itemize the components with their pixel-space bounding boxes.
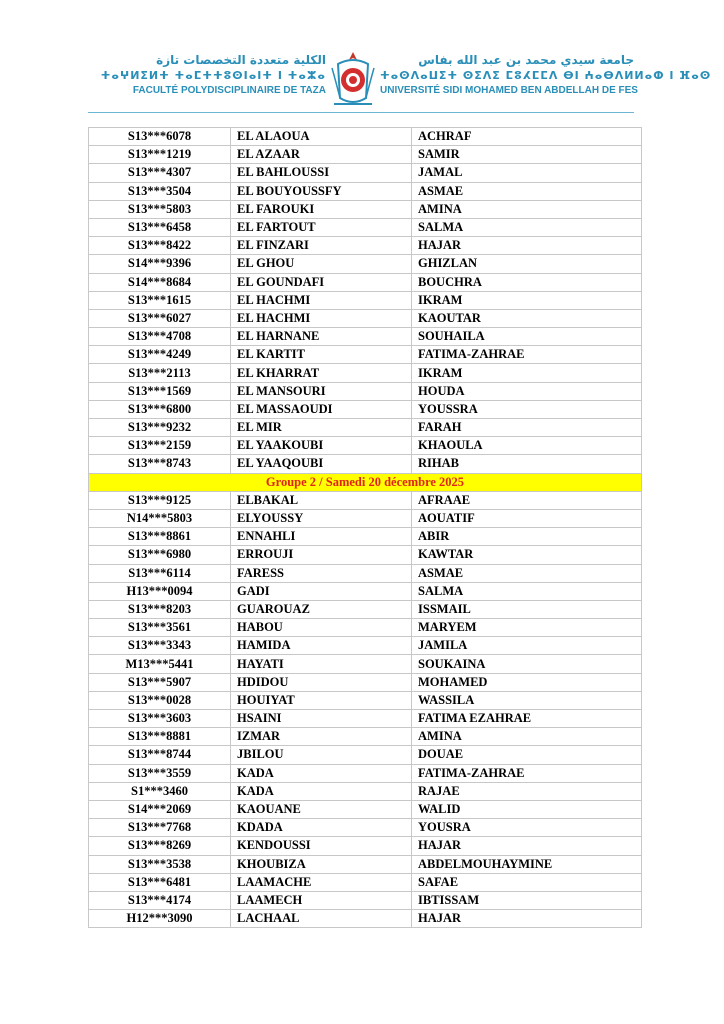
header-divider [88, 112, 634, 113]
first-name-cell: IBTISSAM [412, 891, 642, 909]
last-name-cell: LAAMACHE [231, 873, 412, 891]
student-id-cell: S13***3561 [89, 619, 231, 637]
last-name-cell: GADI [231, 582, 412, 600]
student-id-cell: S13***8743 [89, 455, 231, 473]
table-row [89, 582, 642, 600]
table-row [89, 346, 642, 364]
table-row [89, 637, 642, 655]
table-row [89, 764, 642, 782]
student-id-cell: S13***3538 [89, 855, 231, 873]
first-name-cell: AOUATIF [412, 509, 642, 527]
first-name-cell: SAMIR [412, 146, 642, 164]
university-name-tifinagh: ⵜⴰⵙⴷⴰⵡⵉⵜ ⵙⵉⴷⵉ ⵎⵓⵃⵎⵎⴷ ⴱⵏ ⵄⴰⴱⴷⵍⵍⴰⵀ ⵏ ⴼⴰⵙ [380, 69, 712, 82]
last-name-cell: EL GOUNDAFI [231, 273, 412, 291]
last-name-cell: EL FARTOUT [231, 218, 412, 236]
last-name-cell: ELBAKAL [231, 491, 412, 509]
university-crest-icon [326, 48, 380, 110]
last-name-cell: EL MANSOURI [231, 382, 412, 400]
last-name-cell: HAMIDA [231, 637, 412, 655]
first-name-cell: MOHAMED [412, 673, 642, 691]
last-name-cell: EL KHARRAT [231, 364, 412, 382]
first-name-cell: SOUHAILA [412, 328, 642, 346]
student-id-cell: S13***3504 [89, 182, 231, 200]
first-name-cell: JAMAL [412, 164, 642, 182]
last-name-cell: EL KARTIT [231, 346, 412, 364]
faculty-name-arabic: الكلية متعددة التخصصات تازة [156, 53, 326, 67]
table-row [89, 910, 642, 928]
table-row [89, 873, 642, 891]
table-row [89, 455, 642, 473]
last-name-cell: LACHAAL [231, 910, 412, 928]
student-id-cell: S1***3460 [89, 782, 231, 800]
last-name-cell: KADA [231, 764, 412, 782]
table-row [89, 237, 642, 255]
student-id-cell: S13***6481 [89, 873, 231, 891]
table-row [89, 309, 642, 327]
student-id-cell: S13***8881 [89, 728, 231, 746]
last-name-cell: KADA [231, 782, 412, 800]
student-id-cell: S14***8684 [89, 273, 231, 291]
last-name-cell: LAAMECH [231, 891, 412, 909]
first-name-cell: SALMA [412, 218, 642, 236]
faculty-name-tifinagh: ⵜⴰⵖⵍⵉⵍⵜ ⵜⴰⵎⵜⵜⵓⵙⵏⴰⵏⵜ ⵏ ⵜⴰⵣⴰ [100, 69, 326, 82]
first-name-cell: ASMAE [412, 182, 642, 200]
last-name-cell: JBILOU [231, 746, 412, 764]
last-name-cell: HABOU [231, 619, 412, 637]
last-name-cell: FARESS [231, 564, 412, 582]
table-row [89, 837, 642, 855]
first-name-cell: KAOUTAR [412, 309, 642, 327]
student-id-cell: S13***3603 [89, 710, 231, 728]
student-id-cell: S13***8203 [89, 600, 231, 618]
first-name-cell: YOUSRA [412, 819, 642, 837]
university-name-french: UNIVERSITÉ SIDI MOHAMED BEN ABDELLAH DE FES [380, 85, 638, 96]
first-name-cell: AMINA [412, 200, 642, 218]
first-name-cell: AFRAAE [412, 491, 642, 509]
student-id-cell: S13***6114 [89, 564, 231, 582]
table-row [89, 400, 642, 418]
last-name-cell: HOUIYAT [231, 691, 412, 709]
student-id-cell: S13***6800 [89, 400, 231, 418]
student-id-cell: S13***4249 [89, 346, 231, 364]
faculty-name-french: FACULTÉ POLYDISCIPLINAIRE DE TAZA [132, 85, 326, 96]
faculty-header [88, 52, 326, 98]
first-name-cell: IKRAM [412, 364, 642, 382]
table-row [89, 328, 642, 346]
table-row [89, 128, 642, 146]
last-name-cell: EL YAAQOUBI [231, 455, 412, 473]
table-row [89, 182, 642, 200]
last-name-cell: EL YAAKOUBI [231, 437, 412, 455]
student-id-cell: S13***1615 [89, 291, 231, 309]
table-row [89, 782, 642, 800]
table-row [89, 419, 642, 437]
student-id-cell: S13***0028 [89, 691, 231, 709]
last-name-cell: KHOUBIZA [231, 855, 412, 873]
last-name-cell: EL BOUYOUSSFY [231, 182, 412, 200]
last-name-cell: HAYATI [231, 655, 412, 673]
group-header-row [89, 473, 642, 491]
student-id-cell: S13***4307 [89, 164, 231, 182]
student-id-cell: S14***9396 [89, 255, 231, 273]
student-id-cell: M13***5441 [89, 655, 231, 673]
first-name-cell: FATIMA EZAHRAE [412, 710, 642, 728]
last-name-cell: EL AZAAR [231, 146, 412, 164]
last-name-cell: KAOUANE [231, 800, 412, 818]
table-row [89, 655, 642, 673]
first-name-cell: WALID [412, 800, 642, 818]
table-row [89, 819, 642, 837]
first-name-cell: HAJAR [412, 837, 642, 855]
first-name-cell: DOUAE [412, 746, 642, 764]
student-id-cell: S13***6458 [89, 218, 231, 236]
first-name-cell: JAMILA [412, 637, 642, 655]
first-name-cell: MARYEM [412, 619, 642, 637]
table-row [89, 255, 642, 273]
student-id-cell: S13***5803 [89, 200, 231, 218]
student-id-cell: S13***3343 [89, 637, 231, 655]
first-name-cell: RAJAE [412, 782, 642, 800]
table-row [89, 546, 642, 564]
first-name-cell: AMINA [412, 728, 642, 746]
student-id-cell: S13***4174 [89, 891, 231, 909]
table-row [89, 382, 642, 400]
first-name-cell: ABDELMOUHAYMINE [412, 855, 642, 873]
page-header [88, 48, 712, 110]
first-name-cell: ASMAE [412, 564, 642, 582]
student-id-cell: N14***5803 [89, 509, 231, 527]
last-name-cell: IZMAR [231, 728, 412, 746]
last-name-cell: ELYOUSSY [231, 509, 412, 527]
student-id-cell: S14***2069 [89, 800, 231, 818]
student-id-cell: S13***8269 [89, 837, 231, 855]
student-id-cell: H12***3090 [89, 910, 231, 928]
first-name-cell: IKRAM [412, 291, 642, 309]
student-id-cell: S13***9125 [89, 491, 231, 509]
student-id-cell: S13***4708 [89, 328, 231, 346]
table-row [89, 200, 642, 218]
first-name-cell: ABIR [412, 528, 642, 546]
student-id-cell: S13***8744 [89, 746, 231, 764]
first-name-cell: ACHRAF [412, 128, 642, 146]
student-id-cell: S13***6027 [89, 309, 231, 327]
table-row [89, 619, 642, 637]
student-id-cell: S13***2113 [89, 364, 231, 382]
table-row [89, 673, 642, 691]
last-name-cell: EL MASSAOUDI [231, 400, 412, 418]
table-row [89, 218, 642, 236]
first-name-cell: HOUDA [412, 382, 642, 400]
last-name-cell: ERROUJI [231, 546, 412, 564]
last-name-cell: GUAROUAZ [231, 600, 412, 618]
table-row [89, 509, 642, 527]
table-row [89, 800, 642, 818]
table-row [89, 728, 642, 746]
first-name-cell: SOUKAINA [412, 655, 642, 673]
last-name-cell: EL GHOU [231, 255, 412, 273]
table-row [89, 364, 642, 382]
first-name-cell: WASSILA [412, 691, 642, 709]
university-name-arabic: جامعة سيدي محمد بن عبد الله بفاس [418, 53, 634, 67]
first-name-cell: SALMA [412, 582, 642, 600]
student-id-cell: S13***5907 [89, 673, 231, 691]
student-id-cell: S13***1219 [89, 146, 231, 164]
last-name-cell: EL HARNANE [231, 328, 412, 346]
student-id-cell: H13***0094 [89, 582, 231, 600]
first-name-cell: FATIMA-ZAHRAE [412, 346, 642, 364]
table-row [89, 891, 642, 909]
last-name-cell: EL FAROUKI [231, 200, 412, 218]
first-name-cell: HAJAR [412, 910, 642, 928]
first-name-cell: RIHAB [412, 455, 642, 473]
student-id-cell: S13***3559 [89, 764, 231, 782]
table-row [89, 437, 642, 455]
last-name-cell: EL MIR [231, 419, 412, 437]
last-name-cell: EL ALAOUA [231, 128, 412, 146]
table-row [89, 291, 642, 309]
student-list-table [88, 127, 642, 928]
student-id-cell: S13***1569 [89, 382, 231, 400]
first-name-cell: BOUCHRA [412, 273, 642, 291]
first-name-cell: SAFAE [412, 873, 642, 891]
student-id-cell: S13***8422 [89, 237, 231, 255]
first-name-cell: HAJAR [412, 237, 642, 255]
table-row [89, 146, 642, 164]
student-id-cell: S13***8861 [89, 528, 231, 546]
table-row [89, 691, 642, 709]
first-name-cell: FARAH [412, 419, 642, 437]
first-name-cell: KAWTAR [412, 546, 642, 564]
table-row [89, 273, 642, 291]
table-row [89, 710, 642, 728]
table-row [89, 491, 642, 509]
last-name-cell: KDADA [231, 819, 412, 837]
last-name-cell: EL HACHMI [231, 309, 412, 327]
last-name-cell: ENNAHLI [231, 528, 412, 546]
first-name-cell: GHIZLAN [412, 255, 642, 273]
student-id-cell: S13***6980 [89, 546, 231, 564]
table-row [89, 164, 642, 182]
student-id-cell: S13***9232 [89, 419, 231, 437]
last-name-cell: KENDOUSSI [231, 837, 412, 855]
table-row [89, 564, 642, 582]
student-id-cell: S13***6078 [89, 128, 231, 146]
table-row [89, 528, 642, 546]
last-name-cell: HSAINI [231, 710, 412, 728]
last-name-cell: HDIDOU [231, 673, 412, 691]
first-name-cell: YOUSSRA [412, 400, 642, 418]
first-name-cell: ISSMAIL [412, 600, 642, 618]
first-name-cell: KHAOULA [412, 437, 642, 455]
first-name-cell: FATIMA-ZAHRAE [412, 764, 642, 782]
last-name-cell: EL FINZARI [231, 237, 412, 255]
student-id-cell: S13***7768 [89, 819, 231, 837]
table-row [89, 600, 642, 618]
table-row [89, 855, 642, 873]
last-name-cell: EL HACHMI [231, 291, 412, 309]
table-row [89, 746, 642, 764]
last-name-cell: EL BAHLOUSSI [231, 164, 412, 182]
student-list-body [89, 128, 642, 928]
university-header [380, 52, 712, 98]
student-id-cell: S13***2159 [89, 437, 231, 455]
group-title: Groupe 2 / Samedi 20 décembre 2025 [89, 473, 642, 491]
